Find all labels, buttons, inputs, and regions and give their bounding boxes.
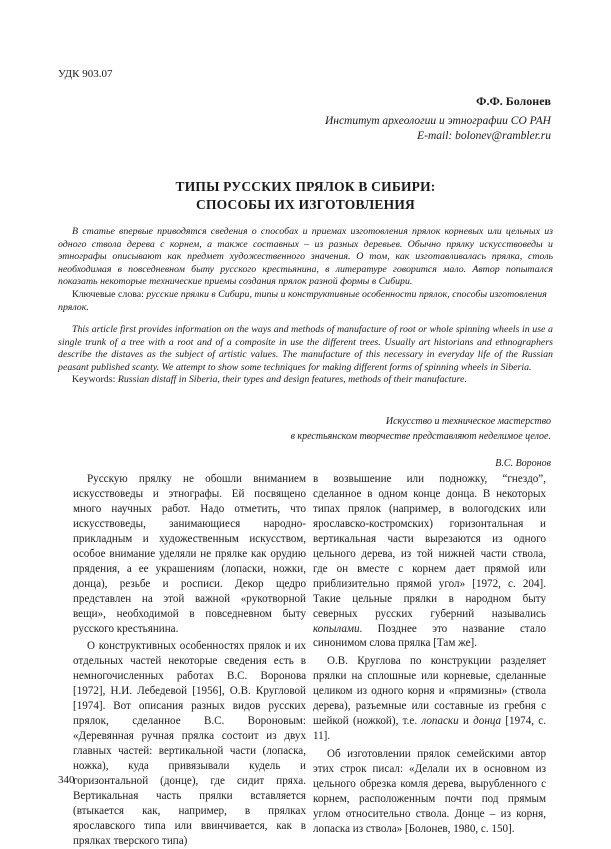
body-paragraph (313, 654, 546, 744)
epigraph-source: В.С. Воронов (495, 458, 551, 469)
affiliation: Институт археологии и этнографии СО РАН (324, 115, 551, 127)
term-dontsa: донца (473, 715, 502, 728)
paragraph-text: и (458, 715, 474, 728)
epigraph-line-1: Искусство и техническое мастерство (385, 416, 551, 427)
keywords-en-label: Keywords: (72, 374, 116, 386)
keywords-en (58, 374, 553, 387)
body-paragraph (313, 472, 546, 651)
paragraph-text: в возвышение или подножку, “гнездо”, сделанное в одном конце донца. В некоторых типах прялок (например, в вологодских или ярославско-костромских) горизонтальная и вертикальная части вырезаются из одного цельного дерева, из той нижней части ствола, где он вместе с корнем дает прямой или приблизительно прямой угол» [1972, с. 204]. Такие цельные прялки в народном быту северных русских губерний назывались (313, 473, 546, 620)
paragraph-text: О.В. Круглова по конструкции разделяет прялки на сплошные или корневые, сделанные целиком из одного корня и «прямизны» (ствола дерева), разъемные или составные из гребня с шейкой (ножкой), т.е. (313, 655, 546, 728)
article-title (58, 178, 553, 214)
page-number: 340 (58, 774, 75, 786)
title-line-2: СПОСОБЫ ИХ ИЗГОТОВЛЕНИЯ (196, 197, 415, 212)
author-email: E-mail: bolonev@rambler.ru (417, 130, 551, 142)
epigraph (231, 414, 551, 471)
keywords-ru-label: Ключевые слова: (72, 288, 144, 300)
body-column-left (73, 472, 306, 849)
body-column-right (313, 472, 546, 837)
abstract-russian (58, 226, 553, 314)
body-paragraph: О конструктивных особенностях прялок и их отдельных частей некоторые сведения есть в немногочисленных работах В.С. Воронова [1972], Н.И. Лебедевой [1956], О.В. Кругловой [1974]. Вот описания разных видов русских прялок, сделанное В.С. Вороновым: «Деревянная ручная прялка состоит из двух главных частей: вертикальной части (лопаска, ножка), куда привязывали кудель и горизонтальной (донце), где сидит пряха. Вертикальная часть прялки вставляется (втыкается как, например, в прялках ярославского типа или ввинчивается, как в прялках тверского типа) (73, 640, 306, 847)
term-lopaski: лопаски (421, 715, 459, 728)
title-line-1: ТИПЫ РУССКИХ ПРЯЛОК В СИБИРИ: (175, 179, 436, 194)
term-kopyly: копылами (313, 622, 360, 635)
author-name: Ф.Ф. Болонев (476, 94, 551, 108)
body-paragraph: Русскую прялку не обошли вниманием искусствоведы и этнографы. Ей посвящено много научных работ. Надо отметить, что искусствоведы, занимающиеся народно-прикладным и художественным искусством, особое внимание уделяли не прялке как орудию прядения, а ее украшениям (лопаски, ножки, донца), резьбе и росписи. Декор щедро представлен на этой важной «рукотворной вещи», необходимой в повседневном быту русского крестьянина. (73, 473, 306, 635)
affiliation-block (325, 114, 551, 144)
abstract-english (58, 324, 553, 387)
keywords-en-list: Russian distaff in Siberia, their types and design features, methods of their manufacture. (117, 374, 467, 386)
paragraph-text: [1974, с. 11]. (313, 715, 546, 743)
abstract-ru-text: В статье впервые приводятся сведения о способах и приемах изготовления прялок корневых или цельных из одного ствола дерева с корнем, а также составных – из разных деревьев. Обычно прялку искусствоведы и этнографы описывают как предмет художественного значения. О том, как изготавливалась прялка, столь необходимая в повседневном быту русского крестьянина, в литературе говорится мало. Автор попытался показать некоторые технические приемы создания прялок разной формы в Сибири. (58, 226, 553, 288)
abstract-en-text: This article first provides information on the ways and methods of manufacture of root or whole spinning wheels in use a single trunk of a tree with a root and of a composite in use the different trees. Usually art historians and ethnographers describe the distaves as the subject of artistic values. The manufacture of this necessary in everyday life of the Russian peasant published scanty. We attempt to show some techniques for making different forms of spinning wheels in Siberia. (58, 324, 553, 373)
body-paragraph: Об изготовлении прялок семейскими автор этих строк писал: «Делали их в основном из цельного обрезка комля дерева, вырубленного с корнем, расположенным почти под прямым углом относительно ствола. Донце – из корня, лопаска из ствола» [Болонев, 1980, с. 150]. (313, 748, 546, 835)
epigraph-line-2: в крестьянском творчестве представляют неделимое целое. (290, 431, 551, 442)
keywords-ru (58, 289, 553, 314)
paragraph-text: . Позднее это название стало синонимом слова прялка [Там же]. (313, 622, 546, 650)
keywords-ru-list: русские прялки в Сибири, типы и конструктивные особенности прялок, способы изготовления прялок. (58, 288, 547, 313)
udk-code: УДК 903.07 (58, 68, 113, 80)
